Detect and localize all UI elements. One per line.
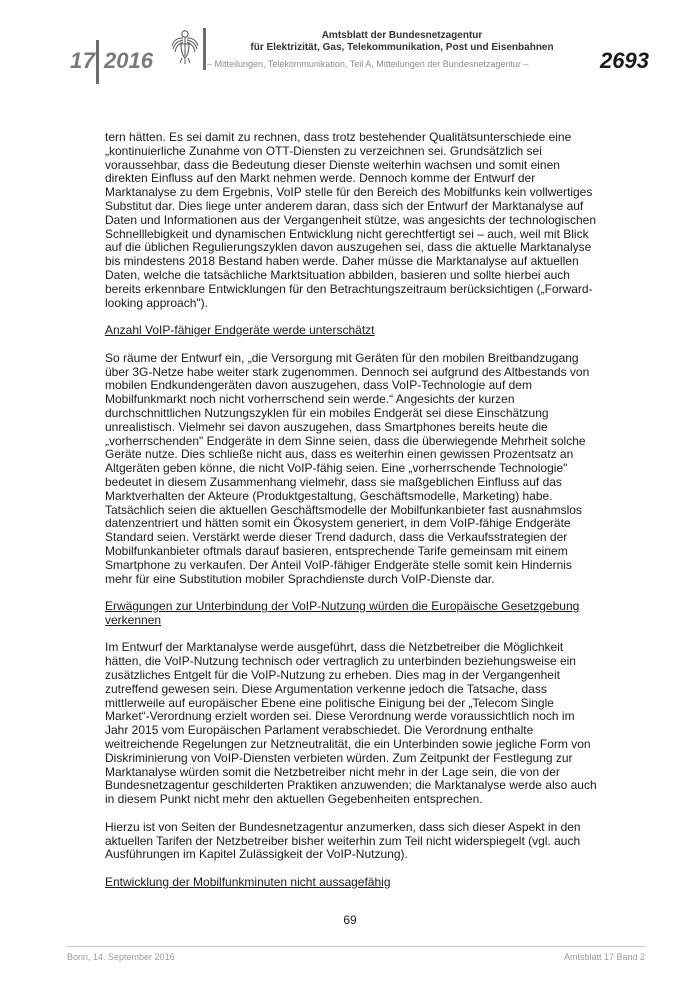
inner-page-number: 69 (343, 913, 357, 927)
federal-eagle-icon (170, 26, 200, 66)
header-divider (96, 40, 99, 84)
footer-place-date: Bonn, 14. September 2016 (67, 952, 175, 962)
section-heading-2: Erwägungen zur Unterbindung der VoIP-Nutzung würden die Europäische Gesetzgebung verkennen (105, 599, 580, 627)
footer-divider (67, 946, 645, 947)
header-bar (203, 28, 206, 70)
section-heading-1: Anzahl VoIP-fähiger Endgeräte werde unterschätzt (105, 323, 375, 338)
journal-title-line1: Amtsblatt der Bundesnetzagentur (321, 30, 483, 41)
section-heading-3: Entwicklung der Mobilfunkminuten nicht aussagefähig (105, 875, 391, 890)
footer-issue-label: Amtsblatt 17 Band 2 (563, 952, 645, 962)
paragraph-4: Hierzu ist von Seiten der Bundesnetzagentur anzumerken, dass sich dieser Aspekt in den aktuellen Tarifen der Netzbetreiber bisher weiterhin zum Teil nicht widerspiegelt (vgl. auch Ausführungen im Kapitel Zulässigkeit der VoIP-Nutzung). (105, 819, 581, 862)
issue-number: 17 (70, 48, 96, 73)
issue-year: 2016 (104, 48, 153, 73)
paragraph-1: tern hätten. Es sei damit zu rechnen, dass trotz bestehender Qualitätsunterschiede eine „kontinuierliche Zunahme von OTT-Diensten zu verzeichnen sei. Grundsätzlich sei voraussehbar, dass die Bedeutung dieser Dienste weiterhin wachsen und somit einen direkten Einfluss auf den Markt nehmen werde. Dennoch komme der Entwurf der Marktanalyse zu dem Ergebnis, VoIP stelle für den Bereich des Mobilfunks kein vollwertiges Substitut dar. Dies liege unter anderem daran, dass sich der Entwurf der Marktanalyse auf Daten und Informationen aus der Vergangenheit stütze, was angesichts der technologischen Schnelllebigkeit und dynamischen Entwicklung nicht gerechtfertigt sei – auch, weil mit Blick auf die üblichen Regulierungszyklen davon auszugehen sei, dass die aktuelle Marktanalyse bis mindestens 2018 Bestand haben werde. Daher müsse die Marktanalyse auf aktuellen Daten, welche die tatsächliche Marktsituation abbilden, basieren und sollte hierbei auch bereits erkennbare Entwicklungen für den Betrachtungszeitraum berücksichtigen („Forward-looking approach"). (105, 130, 596, 310)
paragraph-2: So räume der Entwurf ein, „die Versorgung mit Geräten für den mobilen Breitbandzugang über 3G-Netze habe weiter stark zugenommen. Dennoch sei aufgrund des Altbestands von mobilen Endkundengeräten davon auszugehen, dass VoIP-Technologie auf dem Mobilfunkmarkt noch nicht vorherrschend sein werde.“ Angesichts der kurzen durchschnittlichen Nutzungszyklen für ein mobiles Endgerät sei diese Einschätzung unrealistisch. Vielmehr sei davon auszugehen, dass Smartphones bereits heute die „vorherrschenden" Endgeräte in dem Sinne seien, dass die überwiegende Mehrheit solche Geräte nutze. Dies schließe nicht aus, dass es weiterhin einen gewissen Prozentsatz an Altgeräten geben könne, die nicht VoIP-fähig seien. Eine „vorherrschende Technologie" bedeutet in diesem Zusammenhang vielmehr, dass sie maßgeblichen Einfluss auf das Marktverhalten der Akteure (Produktgestaltung, Geschäftsmodelle, Marketing) habe. Tatsächlich seien die aktuellen Geschäftsmodelle der Mobilfunkanbieter fast ausnahmslos datenzentriert und hätten somit ein Ökosystem generiert, in dem VoIP-fähige Endgeräte Standard seien. Verstärkt werde dieser Trend dadurch, dass die Verkaufsstrategien der Mobilfunkanbieter oftmals darauf basieren, entsprechende Tarife gemeinsam mit einem Smartphone zu verkaufen. Der Anteil VoIP-fähiger Endgeräte stelle somit kein Hindernis mehr für eine Substitution mobiler Sprachdienste durch VoIP-Dienste dar. (105, 350, 590, 586)
journal-subtitle: – Mitteilungen, Telekommunikation, Teil A, Mitteilungen der Bundesnetzagentur – (207, 59, 529, 69)
page-number: 2693 (600, 48, 649, 73)
journal-title (207, 30, 597, 54)
journal-title-line2: für Elektrizität, Gas, Telekommunikation, Post und Eisenbahnen (250, 42, 554, 53)
document-body (105, 131, 597, 890)
paragraph-3: Im Entwurf der Marktanalyse werde ausgeführt, dass die Netzbetreiber die Möglichkeit hätten, die VoIP-Nutzung technisch oder vertraglich zu unterbinden beziehungsweise ein zusätzliches Entgelt für die VoIP-Nutzung zu erheben. Dies mag in der Vergangenheit zutreffend gewesen sein. Diese Argumentation verkenne jedoch die Tatsache, dass mittlerweile auf europäischer Ebene eine politische Einigung bei der „Telecom Single Market“-Verordnung erzielt worden sei. Diese Verordnung werde voraussichtlich noch im Jahr 2015 vom Europäischen Parlament verabschiedet. Die Verordnung enthalte weitreichende Regelungen zur Netzneutralität, die ein Unterbinden sowie jegliche Form von Diskriminierung von VoIP-Diensten verbieten würden. Zum Zeitpunkt der Festlegung zur Marktanalyse würden somit die Netzbetreiber nicht mehr in der Lage sein, die von der Bundesnetzagentur geschilderten Praktiken anzuwenden; die Marktanalyse werde also auch in diesem Punkt nicht mehr den aktuellen Gegebenheiten entsprechen. (105, 640, 597, 807)
